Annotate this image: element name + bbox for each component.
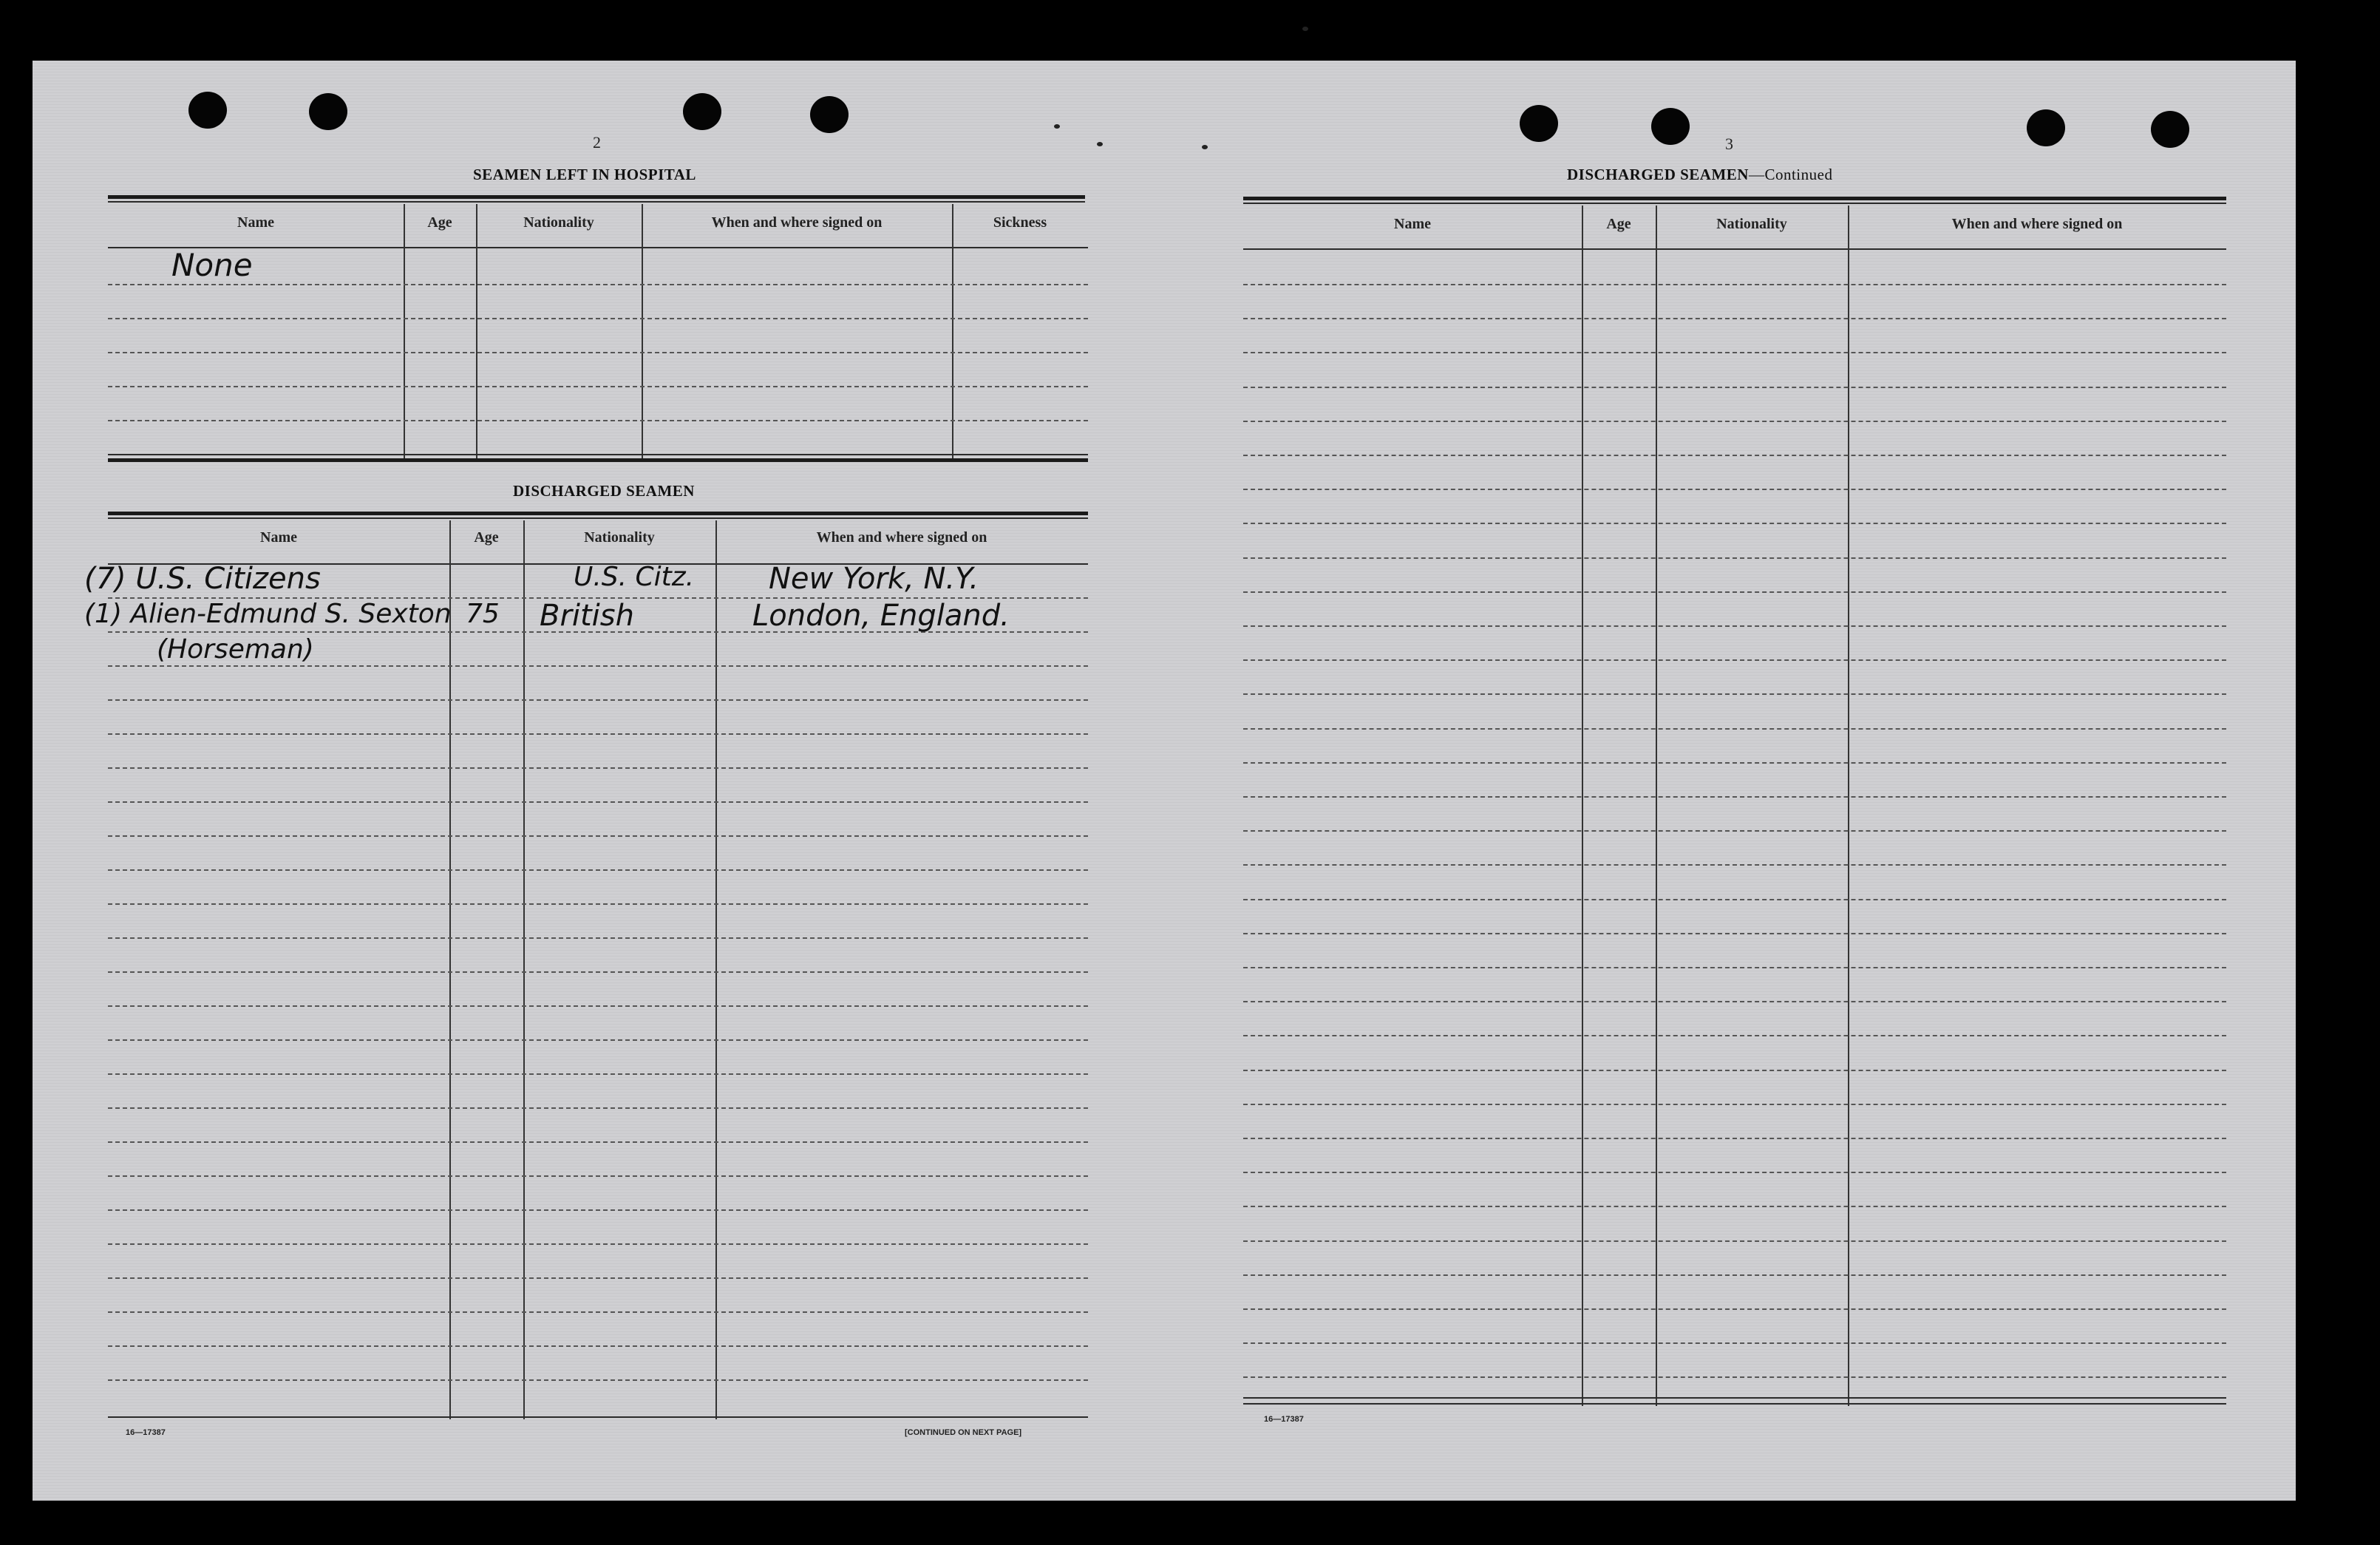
ruled-line [108,1345,1088,1347]
discharged-bottom-rule [108,1416,1088,1418]
punch-hole [309,93,347,130]
hospital-col-signed-on: When and where signed on [711,214,883,231]
right-top-rule-2 [1243,203,2226,204]
ruled-line [108,1277,1088,1279]
right-title-suffix: —Continued [1748,166,1833,183]
hospital-row-line [108,352,1088,353]
punch-hole [683,93,721,130]
ruled-line [1243,1342,2226,1344]
hospital-top-rule [108,195,1085,199]
discharged-top-rule [108,512,1088,515]
ruled-line [1243,1308,2226,1310]
hospital-row-line [108,420,1088,421]
ruled-line [1243,1001,2226,1002]
discharged-row-2-nationality: British [540,599,634,633]
ruled-line [108,835,1088,837]
hospital-top-rule-2 [108,201,1085,203]
right-bottom-rule-2 [1243,1403,2226,1405]
ruled-line [108,1107,1088,1109]
ruled-line [108,869,1088,871]
ruled-line [1243,693,2226,695]
hospital-bottom-rule-thick [108,458,1088,462]
ruled-line [1243,455,2226,456]
ruled-line [108,1379,1088,1381]
ruled-line [108,937,1088,939]
ruled-line [1243,728,2226,730]
ruled-line [1243,284,2226,285]
right-col-divider [1848,206,1849,1406]
ruled-line [1243,1070,2226,1071]
ruled-line [1243,1172,2226,1173]
discharged-row-1-nationality: U.S. Citz. [574,562,695,592]
ruled-line [1243,796,2226,798]
ruled-line [108,1073,1088,1075]
discharged-row-3-name: (Horseman) [157,634,314,665]
ruled-line [1243,864,2226,866]
ruled-line [1243,933,2226,934]
hospital-col-age: Age [427,214,452,231]
speck [1302,27,1308,31]
discharged-row-2-signed-on: London, England. [752,599,1010,633]
discharged-row-1-name: (7) U.S. Citizens [84,562,321,596]
ruled-line [108,767,1088,769]
ruled-line [1243,1035,2226,1036]
ruled-line [1243,830,2226,832]
form-number-right: 16—17387 [1264,1415,1304,1424]
ruled-line [1243,625,2226,627]
ruled-line [108,1141,1088,1143]
ruled-line [108,699,1088,701]
page-number-right: 3 [1725,135,1733,153]
ruled-line [108,1243,1088,1245]
hospital-col-name: Name [237,214,274,231]
right-col-nationality: Nationality [1716,216,1787,232]
ruled-line [1243,591,2226,593]
ruled-line [108,1039,1088,1041]
ruled-line [1243,967,2226,968]
ruled-line [108,801,1088,803]
right-col-divider [1656,206,1657,1406]
punch-hole [188,92,227,129]
right-top-rule [1243,197,2226,200]
ruled-line [1243,1206,2226,1207]
ruled-line [1243,387,2226,388]
speck [1202,145,1208,149]
ruled-line [108,733,1088,735]
ruled-line [1243,318,2226,319]
hospital-row-line [108,284,1088,285]
punch-hole [810,96,849,133]
ruled-line [1243,899,2226,900]
ruled-line [108,1175,1088,1177]
hospital-entry-none: None [171,247,253,283]
discharged-row-2-age: 75 [466,599,500,629]
hospital-row-line [108,318,1088,319]
punch-hole [1520,105,1558,142]
hospital-header-rule [108,247,1088,248]
ruled-line [1243,489,2226,490]
discharged-top-rule-2 [108,517,1088,519]
ruled-line [1243,659,2226,661]
ruled-line [1243,1240,2226,1242]
punch-hole [1651,108,1690,145]
discharged-col-divider [715,520,717,1419]
speck [1097,142,1103,146]
ruled-line [1243,1376,2226,1378]
discharged-row-2-name: (1) Alien-Edmund S. Sexton [84,599,452,629]
right-col-name: Name [1394,216,1431,232]
discharged-col-name: Name [260,529,297,546]
hospital-col-sickness: Sickness [993,214,1047,231]
right-bottom-rule [1243,1397,2226,1399]
document-sheet [33,61,2296,1501]
ruled-line [108,971,1088,973]
ruled-line [1243,1274,2226,1276]
hospital-bottom-rule [108,454,1088,455]
hospital-section-title: SEAMEN LEFT IN HOSPITAL [473,166,696,183]
discharged-col-nationality: Nationality [584,529,655,546]
speck [1054,124,1060,129]
right-title-main: DISCHARGED SEAMEN [1567,166,1749,183]
punch-hole [2151,111,2189,148]
right-col-age: Age [1606,216,1631,232]
hospital-col-nationality: Nationality [523,214,594,231]
discharged-col-age: Age [474,529,499,546]
ruled-line [108,1311,1088,1313]
ruled-line [1243,557,2226,559]
hospital-row-line [108,386,1088,387]
ruled-line [108,665,1088,667]
right-section-title [1567,166,1832,184]
form-number-left: 16—17387 [126,1428,166,1437]
right-header-rule [1243,248,2226,250]
ruled-line [1243,762,2226,764]
discharged-col-divider [449,520,451,1419]
ruled-line [1243,1104,2226,1105]
page-number-left: 2 [593,133,601,152]
right-col-divider [1582,206,1583,1406]
discharged-col-signed-on: When and where signed on [816,529,987,546]
punch-hole [2027,109,2065,146]
discharged-section-title: DISCHARGED SEAMEN [513,482,695,500]
discharged-col-divider [523,520,525,1419]
right-col-signed-on: When and where signed on [1951,216,2123,232]
discharged-row-1-signed-on: New York, N.Y. [769,562,979,596]
ruled-line [1243,523,2226,524]
ruled-line [108,1209,1088,1211]
ruled-line [1243,421,2226,422]
continued-note: [CONTINUED ON NEXT PAGE] [905,1428,1022,1437]
ruled-line [108,903,1088,905]
ruled-line [108,1005,1088,1007]
ruled-line [1243,1138,2226,1139]
ruled-line [1243,352,2226,353]
